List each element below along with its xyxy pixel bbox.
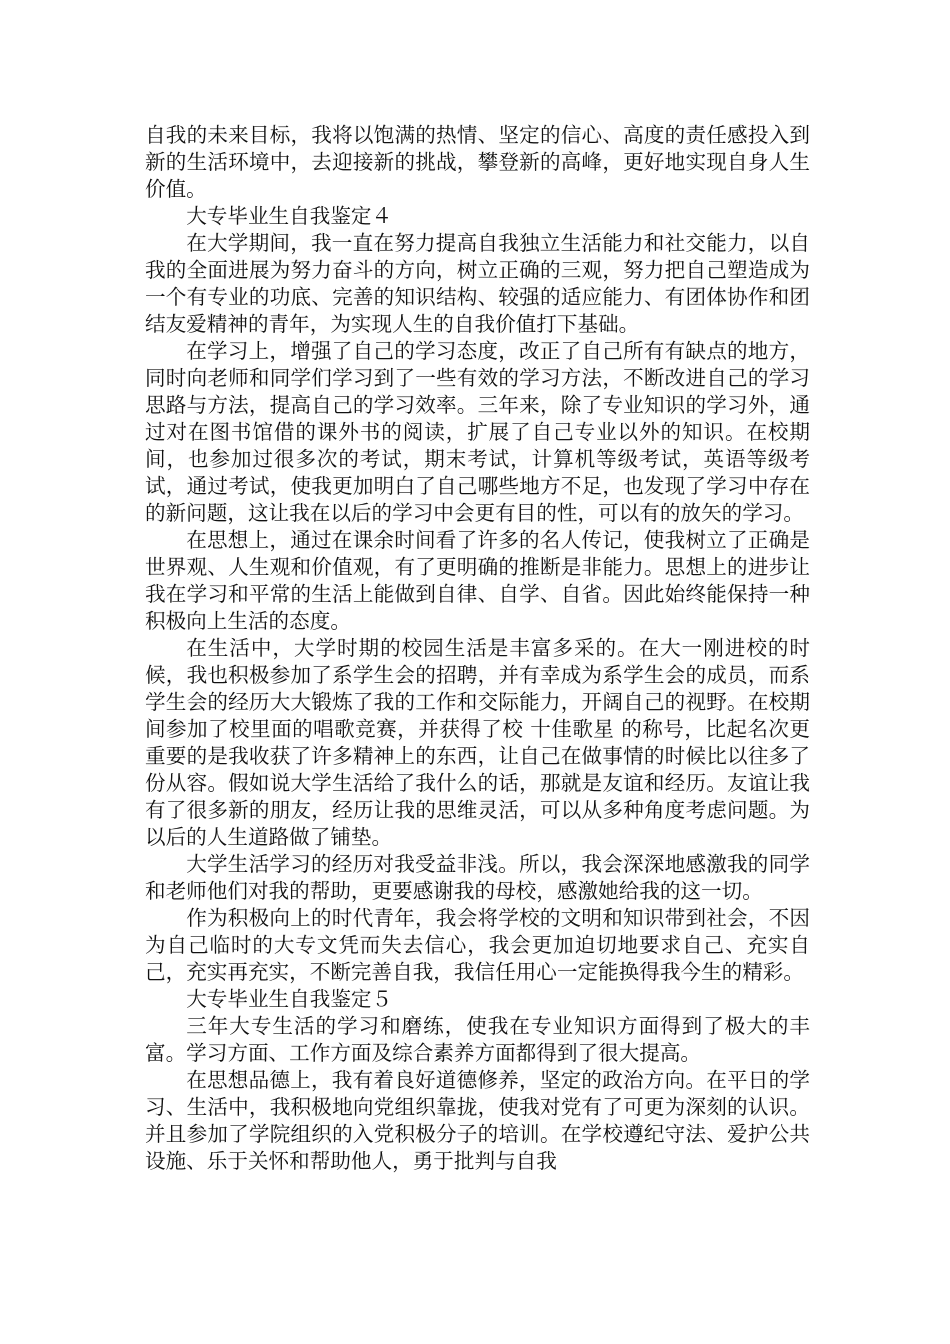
paragraph: 在生活中，大学时期的校园生活是丰富多采的。在大一刚进校的时候，我也积极参加了系学生会的招聘，并有幸成为系学生会的成员，而系学生会的经历大大锻炼了我的工作和交际能力，开阔自己的视野。在校期间参加了校里面的唱歌竞赛，并获得了校 十佳歌星 的称号，比起名次更重要的是我收获了许多精神上的东西，让自己在做事情的时候比以往多了份从容。假如说大学生活给了我什么的话，那就是友谊和经历。友谊让我有了很多新的朋友，经历让我的思维灵活，可以从多种角度考虑问题。为以后的人生道路做了铺垫。 (145, 636, 810, 849)
paragraph: 在思想品德上，我有着良好道德修养，坚定的政治方向。在平日的学习、生活中，我积极地向党组织靠拢，使我对党有了可更为深刻的认识。并且参加了学院组织的入党积极分子的培训。在学校遵纪守法、爱护公共设施、乐于关怀和帮助他人，勇于批判与自我 (145, 1068, 810, 1173)
document-page (145, 122, 810, 1175)
section-heading-4: 大专毕业生自我鉴定４ (186, 204, 393, 228)
section-heading-5: 大专毕业生自我鉴定５ (186, 987, 393, 1011)
paragraph: 在思想上，通过在课余时间看了许多的名人传记，使我树立了正确是世界观、人生观和价值观，有了更明确的推断是非能力。思想上的进步让我在学习和平常的生活上能做到自律、自学、自省。因此始终能保持一种积极向上生活的态度。 (145, 528, 810, 633)
paragraph: 作为积极向上的时代青年，我会将学校的文明和知识带到社会，不因为自己临时的大专文凭而失去信心，我会更加迫切地要求自己、充实自己，充实再充实，不断完善自我，我信任用心一定能换得我今生的精彩。 (145, 906, 810, 984)
paragraph: 大学生活学习的经历对我受益非浅。所以，我会深深地感激我的同学和老师他们对我的帮助，更要感谢我的母校，感激她给我的这一切。 (145, 852, 810, 903)
paragraph: 在学习上，增强了自己的学习态度，改正了自己所有有缺点的地方，同时向老师和同学们学习到了一些有效的学习方法，不断改进自己的学习思路与方法，提高自己的学习效率。三年来，除了专业知识的学习外，通过对在图书馆借的课外书的阅读，扩展了自己专业以外的知识。在校期间，也参加过很多次的考试，期末考试，计算机等级考试，英语等级考试，通过考试，使我更加明白了自己哪些地方不足，也发现了学习中存在的新问题，这让我在以后的学习中会更有目的性，可以有的放矢的学习。 (145, 339, 810, 525)
paragraph-continuation: 自我的未来目标，我将以饱满的热情、坚定的信心、高度的责任感投入到新的生活环境中，去迎接新的挑战，攀登新的高峰，更好地实现自身人生价值。 (145, 123, 810, 201)
paragraph: 三年大专生活的学习和磨练，使我在专业知识方面得到了极大的丰富。学习方面、工作方面及综合素养方面都得到了很大提高。 (145, 1014, 810, 1065)
paragraph: 在大学期间，我一直在努力提高自我独立生活能力和社交能力，以自我的全面进展为努力奋斗的方向，树立正确的三观，努力把自己塑造成为一个有专业的功底、完善的知识结构、较强的适应能力、有团体协作和团结友爱精神的青年，为实现人生的自我价值打下基础。 (145, 231, 810, 336)
